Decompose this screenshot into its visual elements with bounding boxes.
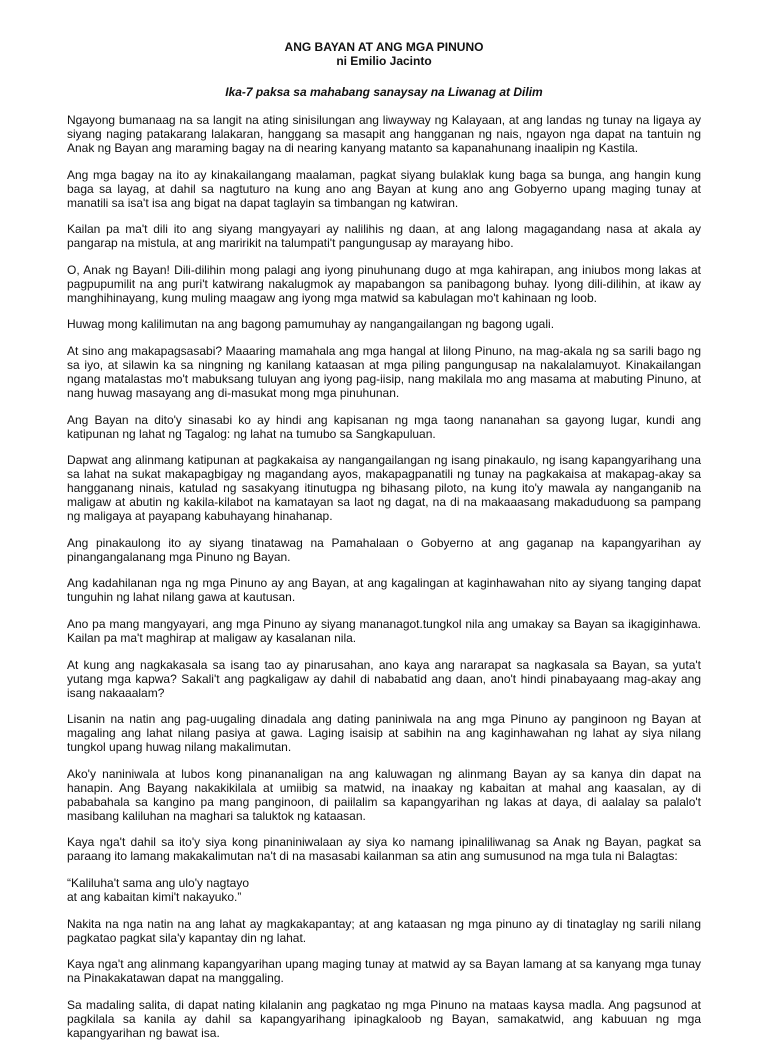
paragraph: Ang kadahilanan nga ng mga Pinuno ay ang Bayan, at ang kagalingan at kaginhawahan nito ay siyang tanging dapat tunguhin ng lahat nilang gawa at kautusan.	[67, 576, 701, 605]
paragraph: Ang Bayan na dito'y sinasabi ko ay hindi ang kapisanan ng mga taong nananahan sa gayong lugar, kundi ang katipunan ng lahat ng Tagalog: ng lahat na tumubo sa Sangkapuluan.	[67, 412, 701, 441]
paragraph: O, Anak ng Bayan! Dili-dilihin mong palagi ang iyong pinuhunang dugo at mga kahirapan, ang iniubos mong lakas at pagpupumilit na ang puri't katwirang nakalugmok ay mapabangon sa panibagong buhay. Iyong dili-dilihin, at ikaw ay manghihinayang, kung muling maagaw ang iyong mga matwid sa kabulagan mo't kahinaan ng loob.	[67, 262, 701, 305]
paragraph: Kaya nga't dahil sa ito'y siya kong pinaniniwalaan ay siya ko namang ipinaliliwanag sa Anak ng Bayan, pagkat sa paraang ito lamang makakalimutan na't di na masasabi kailanman sa atin ang sumusunod na mga tula ni Balagtas:	[67, 835, 701, 864]
paragraph: Ano pa mang mangyayari, ang mga Pinuno ay siyang mananagot.tungkol nila ang umakay sa Bayan sa ikagiginhawa. Kailan pa ma't maghirap at maligaw ay kasalanan nila.	[67, 616, 701, 645]
paragraph: Ang pinakaulong ito ay siyang tinatawag na Pamahalaan o Gobyerno at ang gaganap na kapangyarihan ay pinangangalanang mga Pinuno ng Bayan.	[67, 535, 701, 564]
paragraph: At sino ang makapagsasabi? Maaaring mamahala ang mga hangal at lilong Pinuno, na mag-akala ng sa sarili bago ng sa iyo, at silawin ka sa ningning ng kanilang kataasan at mga piling pangungusap na nakalalamuyot. Kinakailangan ngang matalastas mo't mabuksang tuluyan ang iyong pag-iisip, nang makilala mo ang masama at mabuting Pinuno, at nang huwag masayang ang di-masukat mong mga pinuhunan.	[67, 343, 701, 400]
paragraph: Kaya nga't ang alinmang kapangyarihan upang maging tunay at matwid ay sa Bayan lamang at sa kanyang mga tunay na Pinakakatawan dapat na manggaling.	[67, 957, 701, 986]
document-title: ANG BAYAN AT ANG MGA PINUNO	[284, 40, 484, 54]
paragraph: Lisanin na natin ang pag-uugaling dinadala ang dating paniniwala na ang mga Pinuno ay panginoon ng Bayan at magaling ang lahat nilang pasiya at gawa. Laging isaisip at sabihin na ang kaginhawahan ng lahat ay siya nilang tungkol upang huwag nilang makalimutan.	[67, 712, 701, 755]
paragraph: Sa madaling salita, di dapat nating kilalanin ang pagkatao ng mga Pinuno na mataas kaysa madla. Ang pagsunod at pagkilala sa kanila ay dahil sa kapangyarihang ipinagkaloob ng Bayan, samakatwid, ang kabuuan ng mga kapangyarihan ng bawat isa.	[67, 997, 701, 1040]
paragraph: Nakita na nga natin na ang lahat ay magkakapantay; at ang kataasan ng mga pinuno ay di tinataglay ng sarili nilang pagkatao pagkat sila'y kapantay din ng lahat.	[67, 916, 701, 945]
paragraph: At kung ang nagkakasala sa isang tao ay pinarusahan, ano kaya ang nararapat sa nagkasala sa Bayan, sa yuta't yutang mga kapwa? Sakali't ang pagkaligaw ay dahil di nababatid ang daan, ano't hindi pinabayaang mag-akay ang isang nakaaalam?	[67, 657, 701, 700]
paragraph: Ako'y naniniwala at lubos kong pinananaligan na ang kaluwagan ng alinmang Bayan ay sa kanya din dapat na hanapin. Ang Bayang nakakikilala at umiibig sa matwid, na inaakay ng kabaitan at mahal ang kaasalan, ay di pababahala sa kangino pa mang panginoon, di paiilalim sa kapangyarihan ng lakas at daya, di aalalay sa palalo't masibang kaliluhan na maghari sa taluktok ng kataasan.	[67, 766, 701, 823]
document-subtitle: Ika-7 paksa sa mahabang sanaysay na Liwanag at Dilim	[225, 85, 543, 99]
paragraph: Ngayong bumanaag na sa langit na ating sinisilungan ang liwayway ng Kalayaan, at ang landas ng tunay na ligaya ay siyang naging patakarang lalakaran, hanggang sa masapit ang hangganan ng nais, ngayon nga dapat na tantuin ng Anak ng Bayan ang maraming bagay na di nearing kanyang matanto sa kapanahunang inaalipin ng Kastila.	[67, 113, 701, 155]
paragraph: Dapwat ang alinmang katipunan at pagkakaisa ay nangangailangan ng isang pinakaulo, ng isang kapangyarihang una sa lahat na sukat makapagbigay ng magandang ayos, makapagpanatili ng tunay na pagkakaisa at makapag-akay sa hangganang ninais, katulad ng sasakyang itinutugpa ng bihasang piloto, na kung ito'y mawala ay nanganganib na maligaw at abutin ng kakila-kilabot na kamatayan sa laot ng dagat, na di na makaaasang makaduduong sa pampang ng maligaya at payapang kabuhayang hinahanap.	[67, 453, 701, 524]
quote-line: at ang kabaitan kimi't nakayuko.”	[67, 889, 242, 904]
paragraph: Kailan pa ma't dili ito ang siyang mangyayari ay nalilihis ng daan, at ang lalong magagandang nasa at akala ay pangarap na mistula, at ang maririkit na talumpati't pangungusap ay marayang hibo.	[67, 222, 701, 251]
quote-line: “Kaliluha't sama ang ulo'y nagtayo	[67, 875, 250, 890]
paragraph: Ang mga bagay na ito ay kinakailangang maalaman, pagkat siyang bulaklak kung baga sa bunga, ang hangin kung baga sa layag, at dahil sa nagtuturo na kung ano ang Bayan at kung ano ang Gobyerno upang maging tunay at manatili sa isa't isa ang bigat na dapat taglayin sa timbangan ng katwiran.	[67, 167, 701, 210]
paragraph: Huwag mong kalilimutan na ang bagong pamumuhay ay nangangailangan ng bagong ugali.	[67, 317, 555, 332]
poem-quote	[67, 876, 701, 904]
document-author: ni Emilio Jacinto	[336, 54, 432, 68]
